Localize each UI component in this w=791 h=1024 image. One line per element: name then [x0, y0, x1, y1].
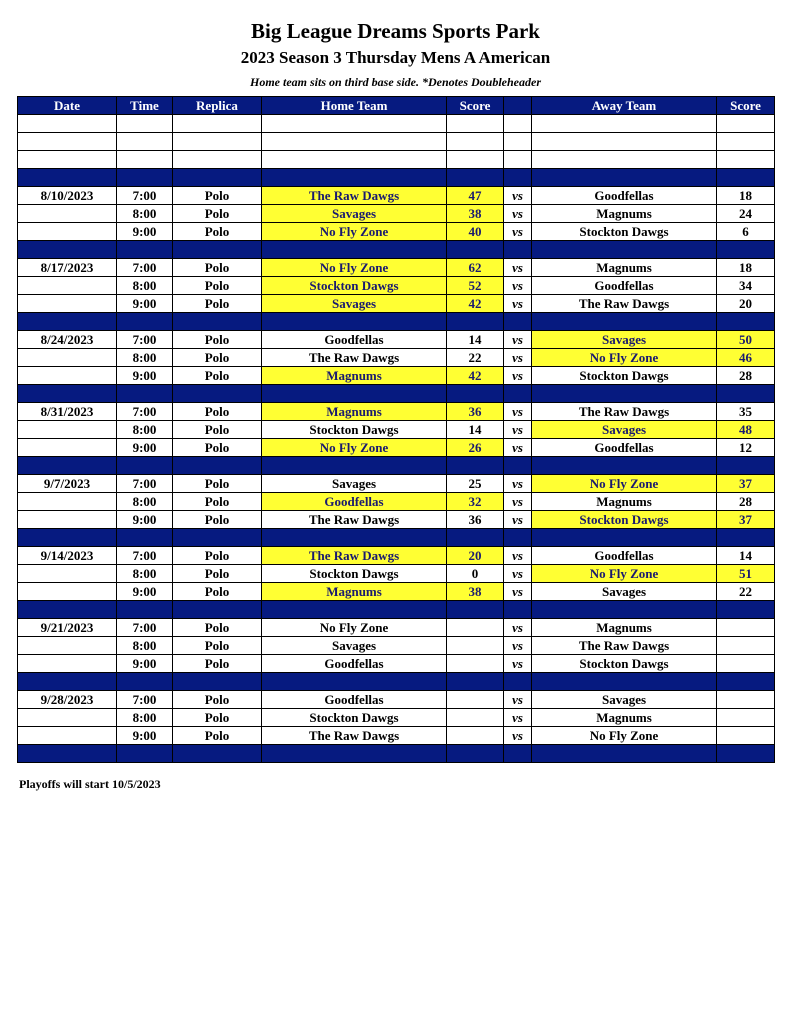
game-field: Polo — [173, 637, 262, 655]
away-team: Stockton Dawgs — [532, 511, 717, 529]
game-date-empty — [18, 439, 117, 457]
header-replica: Replica — [173, 97, 262, 115]
game-field: Polo — [173, 223, 262, 241]
game-field: Polo — [173, 187, 262, 205]
game-row — [18, 277, 775, 295]
game-time: 7:00 — [117, 619, 173, 637]
home-team: Savages — [262, 205, 447, 223]
home-score: 14 — [447, 421, 504, 439]
game-field: Polo — [173, 493, 262, 511]
game-row — [18, 295, 775, 313]
game-date-empty — [18, 349, 117, 367]
page-subtitle: 2023 Season 3 Thursday Mens A American — [240, 48, 551, 67]
game-field: Polo — [173, 349, 262, 367]
game-field: Polo — [173, 475, 262, 493]
away-team: Magnums — [532, 709, 717, 727]
game-field: Polo — [173, 709, 262, 727]
home-team: The Raw Dawgs — [262, 727, 447, 745]
away-team: Goodfellas — [532, 187, 717, 205]
vs-label: vs — [504, 295, 532, 313]
home-team: Magnums — [262, 583, 447, 601]
game-time: 7:00 — [117, 475, 173, 493]
game-row — [18, 727, 775, 745]
home-team: Stockton Dawgs — [262, 709, 447, 727]
game-field: Polo — [173, 511, 262, 529]
game-row — [18, 619, 775, 637]
away-team: No Fly Zone — [532, 565, 717, 583]
home-score — [447, 619, 504, 637]
game-time: 7:00 — [117, 403, 173, 421]
game-field: Polo — [173, 439, 262, 457]
away-score — [717, 655, 775, 673]
home-team: Magnums — [262, 367, 447, 385]
header-home-score: Score — [447, 97, 504, 115]
away-score — [717, 709, 775, 727]
home-score — [447, 709, 504, 727]
game-time: 8:00 — [117, 277, 173, 295]
game-time: 9:00 — [117, 295, 173, 313]
game-date: 8/10/2023 — [18, 187, 117, 205]
game-field: Polo — [173, 295, 262, 313]
game-row — [18, 187, 775, 205]
home-score — [447, 691, 504, 709]
home-team: The Raw Dawgs — [262, 547, 447, 565]
vs-label: vs — [504, 637, 532, 655]
game-time: 8:00 — [117, 637, 173, 655]
vs-label: vs — [504, 583, 532, 601]
away-score: 37 — [717, 511, 775, 529]
game-row — [18, 475, 775, 493]
away-team: Goodfellas — [532, 277, 717, 295]
home-score: 25 — [447, 475, 504, 493]
home-team: Goodfellas — [262, 655, 447, 673]
away-team: Stockton Dawgs — [532, 223, 717, 241]
vs-label: vs — [504, 511, 532, 529]
game-field: Polo — [173, 421, 262, 439]
week-separator — [18, 529, 775, 547]
away-score: 35 — [717, 403, 775, 421]
week-separator — [18, 745, 775, 763]
week-separator — [18, 241, 775, 259]
vs-label: vs — [504, 655, 532, 673]
header-date: Date — [18, 97, 117, 115]
home-score: 40 — [447, 223, 504, 241]
home-team: Savages — [262, 637, 447, 655]
vs-label: vs — [504, 475, 532, 493]
vs-label: vs — [504, 619, 532, 637]
game-field: Polo — [173, 403, 262, 421]
away-team: Stockton Dawgs — [532, 655, 717, 673]
game-row — [18, 439, 775, 457]
away-score: 34 — [717, 277, 775, 295]
away-score: 37 — [717, 475, 775, 493]
game-field: Polo — [173, 655, 262, 673]
home-score: 14 — [447, 331, 504, 349]
away-score: 46 — [717, 349, 775, 367]
home-team: Savages — [262, 295, 447, 313]
game-date-empty — [18, 223, 117, 241]
vs-label: vs — [504, 421, 532, 439]
game-time: 8:00 — [117, 493, 173, 511]
game-field: Polo — [173, 259, 262, 277]
home-score: 36 — [447, 403, 504, 421]
home-score: 26 — [447, 439, 504, 457]
game-time: 9:00 — [117, 583, 173, 601]
game-row — [18, 349, 775, 367]
game-time: 8:00 — [117, 205, 173, 223]
header-home-team: Home Team — [262, 97, 447, 115]
vs-label: vs — [504, 223, 532, 241]
home-score — [447, 727, 504, 745]
away-team: Savages — [532, 331, 717, 349]
home-team: No Fly Zone — [262, 619, 447, 637]
home-team: Stockton Dawgs — [262, 565, 447, 583]
game-time: 8:00 — [117, 565, 173, 583]
game-row — [18, 691, 775, 709]
blank-row — [18, 151, 775, 169]
away-team: Magnums — [532, 493, 717, 511]
away-team: Magnums — [532, 619, 717, 637]
home-score: 47 — [447, 187, 504, 205]
game-row — [18, 493, 775, 511]
away-score: 50 — [717, 331, 775, 349]
vs-label: vs — [504, 547, 532, 565]
game-time: 9:00 — [117, 511, 173, 529]
header-time: Time — [117, 97, 173, 115]
away-team: No Fly Zone — [532, 349, 717, 367]
game-row — [18, 259, 775, 277]
game-row — [18, 403, 775, 421]
away-team: Savages — [532, 421, 717, 439]
game-field: Polo — [173, 727, 262, 745]
vs-label: vs — [504, 187, 532, 205]
away-team: Magnums — [532, 259, 717, 277]
home-team: No Fly Zone — [262, 439, 447, 457]
home-team: No Fly Zone — [262, 259, 447, 277]
game-time: 8:00 — [117, 709, 173, 727]
game-date: 9/7/2023 — [18, 475, 117, 493]
home-team: Goodfellas — [262, 691, 447, 709]
away-score — [717, 619, 775, 637]
game-field: Polo — [173, 691, 262, 709]
away-score — [717, 637, 775, 655]
header-vs — [504, 97, 532, 115]
away-score: 20 — [717, 295, 775, 313]
game-date-empty — [18, 655, 117, 673]
game-date-empty — [18, 421, 117, 439]
game-row — [18, 331, 775, 349]
home-score — [447, 637, 504, 655]
game-date-empty — [18, 277, 117, 295]
game-field: Polo — [173, 277, 262, 295]
away-team: Savages — [532, 691, 717, 709]
vs-label: vs — [504, 709, 532, 727]
game-time: 7:00 — [117, 187, 173, 205]
week-separator — [18, 169, 775, 187]
home-team: Stockton Dawgs — [262, 421, 447, 439]
game-field: Polo — [173, 331, 262, 349]
game-date-empty — [18, 511, 117, 529]
game-date: 8/24/2023 — [18, 331, 117, 349]
away-score: 12 — [717, 439, 775, 457]
week-separator — [18, 385, 775, 403]
away-score: 24 — [717, 205, 775, 223]
away-score — [717, 691, 775, 709]
header-row — [18, 97, 775, 115]
away-team: Savages — [532, 583, 717, 601]
home-team: Magnums — [262, 403, 447, 421]
week-separator — [18, 457, 775, 475]
game-time: 7:00 — [117, 259, 173, 277]
vs-label: vs — [504, 367, 532, 385]
away-score: 22 — [717, 583, 775, 601]
header-away-team: Away Team — [532, 97, 717, 115]
away-team: Stockton Dawgs — [532, 367, 717, 385]
home-team: The Raw Dawgs — [262, 511, 447, 529]
away-team: Goodfellas — [532, 439, 717, 457]
home-team: Goodfellas — [262, 493, 447, 511]
away-team: The Raw Dawgs — [532, 295, 717, 313]
vs-label: vs — [504, 331, 532, 349]
vs-label: vs — [504, 277, 532, 295]
away-team: No Fly Zone — [532, 475, 717, 493]
home-score: 52 — [447, 277, 504, 295]
game-row — [18, 421, 775, 439]
away-team: Magnums — [532, 205, 717, 223]
away-score: 28 — [717, 367, 775, 385]
home-score: 36 — [447, 511, 504, 529]
game-row — [18, 565, 775, 583]
game-date-empty — [18, 367, 117, 385]
away-team: The Raw Dawgs — [532, 403, 717, 421]
game-row — [18, 223, 775, 241]
home-score: 22 — [447, 349, 504, 367]
home-score — [447, 655, 504, 673]
vs-label: vs — [504, 727, 532, 745]
game-field: Polo — [173, 619, 262, 637]
game-row — [18, 511, 775, 529]
game-time: 7:00 — [117, 331, 173, 349]
game-time: 8:00 — [117, 349, 173, 367]
away-score: 18 — [717, 259, 775, 277]
vs-label: vs — [504, 259, 532, 277]
home-score: 62 — [447, 259, 504, 277]
game-time: 9:00 — [117, 727, 173, 745]
home-score: 32 — [447, 493, 504, 511]
header-away-score: Score — [717, 97, 775, 115]
vs-label: vs — [504, 403, 532, 421]
game-time: 8:00 — [117, 421, 173, 439]
game-date-empty — [18, 565, 117, 583]
away-score: 6 — [717, 223, 775, 241]
game-row — [18, 547, 775, 565]
away-score: 51 — [717, 565, 775, 583]
home-score: 38 — [447, 583, 504, 601]
game-field: Polo — [173, 547, 262, 565]
game-date-empty — [18, 637, 117, 655]
game-field: Polo — [173, 583, 262, 601]
game-row — [18, 655, 775, 673]
game-date: 9/14/2023 — [18, 547, 117, 565]
playoffs-note: Playoffs will start 10/5/2023 — [19, 777, 161, 791]
game-time: 9:00 — [117, 367, 173, 385]
vs-label: vs — [504, 205, 532, 223]
vs-label: vs — [504, 691, 532, 709]
game-date-empty — [18, 583, 117, 601]
vs-label: vs — [504, 565, 532, 583]
game-date: 8/17/2023 — [18, 259, 117, 277]
game-time: 9:00 — [117, 655, 173, 673]
home-team: Stockton Dawgs — [262, 277, 447, 295]
away-score: 14 — [717, 547, 775, 565]
blank-row — [18, 133, 775, 151]
away-team: Goodfellas — [532, 547, 717, 565]
game-time: 7:00 — [117, 547, 173, 565]
game-time: 7:00 — [117, 691, 173, 709]
away-score: 28 — [717, 493, 775, 511]
away-team: The Raw Dawgs — [532, 637, 717, 655]
game-field: Polo — [173, 565, 262, 583]
game-date-empty — [18, 709, 117, 727]
home-team: Goodfellas — [262, 331, 447, 349]
page-title: Big League Dreams Sports Park — [251, 19, 540, 43]
blank-row — [18, 115, 775, 133]
game-row — [18, 583, 775, 601]
game-date-empty — [18, 295, 117, 313]
schedule-table — [17, 96, 775, 763]
game-date-empty — [18, 493, 117, 511]
home-score: 20 — [447, 547, 504, 565]
vs-label: vs — [504, 349, 532, 367]
home-team: The Raw Dawgs — [262, 187, 447, 205]
week-separator — [18, 313, 775, 331]
away-score: 18 — [717, 187, 775, 205]
home-score: 42 — [447, 367, 504, 385]
away-score — [717, 727, 775, 745]
vs-label: vs — [504, 493, 532, 511]
home-team: No Fly Zone — [262, 223, 447, 241]
game-row — [18, 367, 775, 385]
game-field: Polo — [173, 367, 262, 385]
game-row — [18, 205, 775, 223]
game-date-empty — [18, 205, 117, 223]
home-team: Savages — [262, 475, 447, 493]
home-score: 42 — [447, 295, 504, 313]
game-time: 9:00 — [117, 439, 173, 457]
game-date: 9/28/2023 — [18, 691, 117, 709]
game-date: 8/31/2023 — [18, 403, 117, 421]
schedule-note: Home team sits on third base side. *Denotes Doubleheader — [250, 75, 541, 89]
away-team: No Fly Zone — [532, 727, 717, 745]
home-score: 38 — [447, 205, 504, 223]
home-score: 0 — [447, 565, 504, 583]
game-date-empty — [18, 727, 117, 745]
game-row — [18, 709, 775, 727]
game-row — [18, 637, 775, 655]
away-score: 48 — [717, 421, 775, 439]
game-time: 9:00 — [117, 223, 173, 241]
week-separator — [18, 601, 775, 619]
game-field: Polo — [173, 205, 262, 223]
game-date: 9/21/2023 — [18, 619, 117, 637]
home-team: The Raw Dawgs — [262, 349, 447, 367]
week-separator — [18, 673, 775, 691]
vs-label: vs — [504, 439, 532, 457]
schedule-body — [18, 115, 775, 763]
